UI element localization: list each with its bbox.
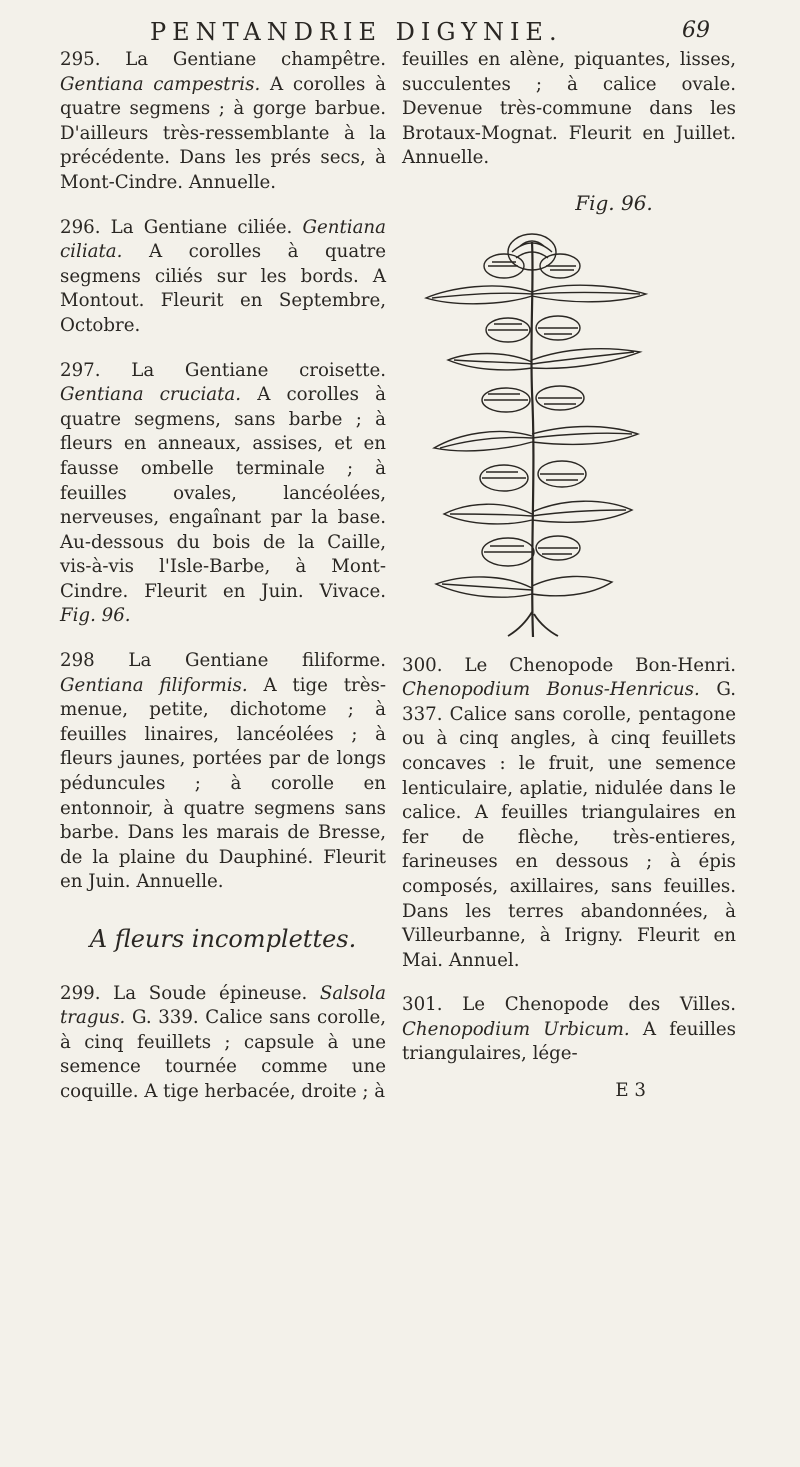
entry-text: A corolles à quatre segmens ciliés sur les bords. A Montout. Fleurit en Septembre, Octobre. (60, 241, 386, 336)
entry-301 (402, 993, 736, 1067)
entry-latin: Gentiana campestris. (60, 73, 261, 95)
right-column (402, 48, 736, 1104)
entry-299-continuation: feuilles en alène, piquantes, lisses, succulentes ; à calice ovale. Devenue très-commune dans les Brotaux-Mognat. Fleurit en Juillet. Annuelle. (402, 49, 736, 169)
entry-number: 296. (60, 216, 101, 238)
entry-text: G. 339. Calice sans corolle, à cinq feuillets ; capsule à une semence tournée comme une coquille. A tige herbacée, droite ; à (60, 1007, 386, 1102)
entry-296 (60, 216, 386, 339)
entry-299 (60, 982, 386, 1105)
entry-295 (60, 48, 386, 196)
entry-number: 298 (60, 650, 95, 672)
entry-name: La Gentiane filiforme. (128, 650, 386, 672)
figure-reference: Fig. 96. (60, 605, 131, 627)
entry-text: G. 337. Calice sans corolle, pentagone ou à cinq angles, à cinq feuillets concaves : le fruit, une semence lenticulaire, aplatie, nidulée dans le calice. A feuilles triangulaires en fer de flèche, très-entieres, farineuses en dessous ; à épis composés, axillaires, sans feuilles. Dans les terres abandonnées, à Villeurbanne, à Irigny. Fleurit en Mai. Annuel. (402, 679, 736, 971)
page-number: 69 (682, 18, 710, 43)
entry-name: Le Chenopode des Villes. (462, 994, 736, 1016)
entry-number: 297. (60, 359, 101, 381)
gentian-illustration (408, 222, 658, 642)
entry-latin: Gentiana ciliata. (60, 216, 386, 263)
entry-latin: Chenopodium Bonus-Henricus. (402, 679, 700, 701)
figure-label: Fig. 96. (575, 190, 653, 215)
section-heading: A fleurs incomplettes. (89, 925, 357, 953)
entry-latin: Salsola tragus. (60, 982, 386, 1029)
entry-name: La Gentiane croisette. (131, 359, 386, 381)
entry-latin: Gentiana filiformis. (60, 674, 248, 696)
entry-number: 299. (60, 982, 101, 1004)
entry-number: 301. (402, 994, 443, 1016)
left-column (60, 48, 386, 1125)
entry-name: La Gentiane ciliée. (110, 216, 293, 238)
entry-300 (402, 654, 736, 974)
entry-name: La Soude épineuse. (113, 982, 308, 1004)
running-title: PENTANDRIE DIGYNIE. (150, 18, 563, 46)
entry-text: A corolles à quatre segmens, sans barbe ; à fleurs en anneaux, assises, et en fausse ombelle terminale ; à feuilles ovales, lancéolées, nerveuses, engaînant par la base. Au-dessous du bois de la Caille, vis-à-vis l'Isle-Barbe, à Mont-Cindre. Fleurit en Juin. Vivace. (60, 384, 386, 602)
entry-text: A corolles à quatre segmens ; à gorge barbue. D'ailleurs très-ressemblante à la précédente. Dans les prés secs, à Mont-Cindre. Annuelle. (60, 73, 386, 193)
entry-298 (60, 649, 386, 895)
entry-name: Le Chenopode Bon-Henri. (464, 654, 736, 676)
entry-latin: Gentiana cruciata. (60, 384, 242, 406)
entry-number: 300. (402, 654, 443, 676)
entry-name: La Gentiane champêtre. (125, 49, 386, 70)
entry-text: A tige très-menue, petite, dichotome ; à feuilles linaires, lancéolées ; à fleurs jaunes, portées par de longs péduncules ; à corolle en entonnoir, à quatre segmens sans barbe. Dans les marais de Bresse, de la plaine du Dauphiné. Fleurit en Juin. Annuelle. (60, 674, 386, 893)
signature-mark: E 3 (615, 1080, 646, 1102)
entry-number: 295. (60, 49, 101, 70)
entry-text: A feuilles triangulaires, lége- (402, 1018, 736, 1065)
entry-latin: Chenopodium Urbicum. (402, 1018, 630, 1040)
entry-297 (60, 359, 386, 630)
